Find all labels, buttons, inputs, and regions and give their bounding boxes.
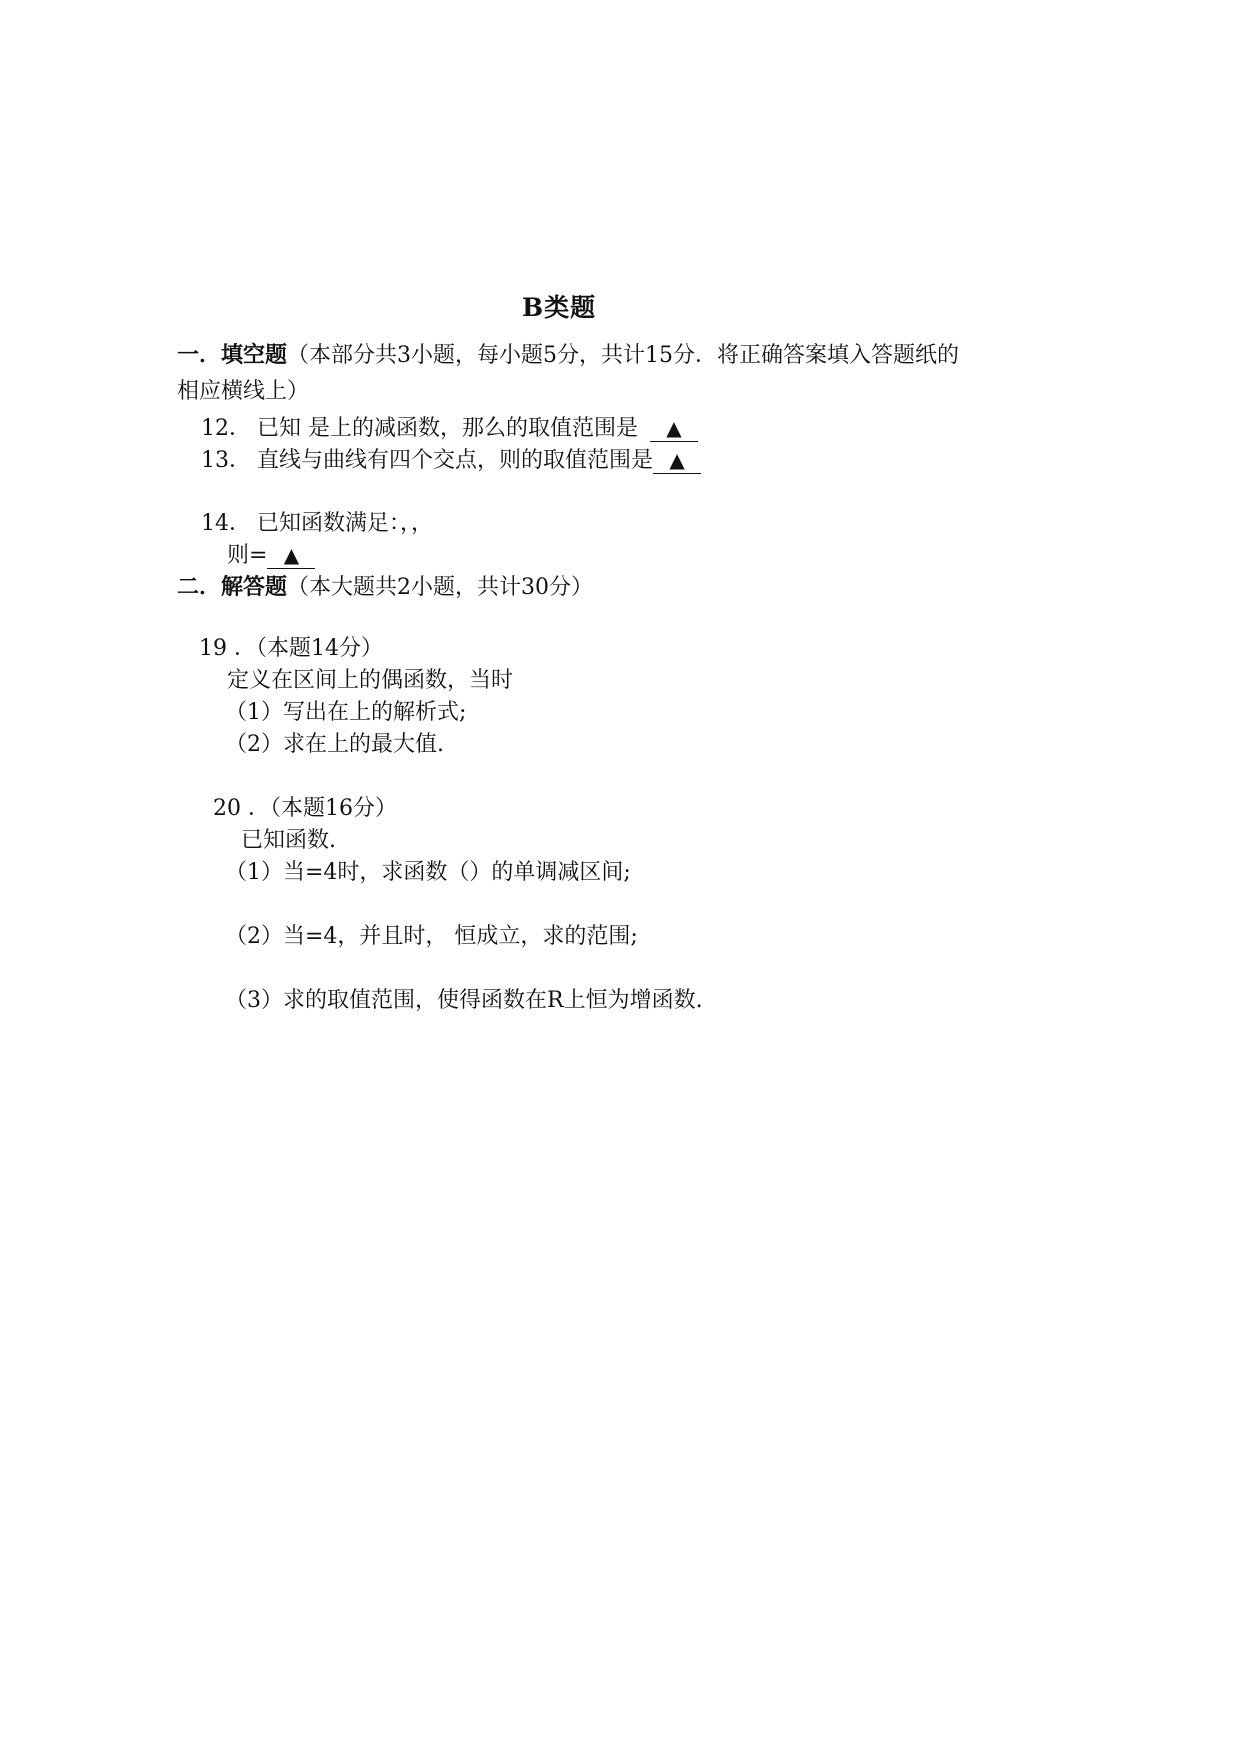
triangle-icon: ▲ [666, 416, 682, 440]
section1-description: （本部分共3小题，每小题5分，共计15分．将正确答案填入答题纸的 [287, 343, 960, 368]
question-text: 直线与曲线有四个交点，则的取值范围是 [257, 448, 654, 473]
question-12 [201, 414, 698, 444]
question-20-header: 20 ．（本题16分） [213, 796, 397, 821]
question-19-part2: （2）求在上的最大值. [225, 732, 444, 757]
question-19-header: 19 ．（本题14分） [199, 636, 383, 661]
answer-blank [267, 542, 315, 569]
triangle-icon: ▲ [669, 448, 685, 472]
question-14 [201, 509, 433, 539]
section2-header [177, 572, 593, 603]
question-13 [201, 446, 701, 476]
question-text: 已知函数满足：，， [257, 511, 434, 536]
answer-blank [650, 415, 698, 442]
question-20-stem: 已知函数. [241, 828, 336, 853]
section1-header [177, 340, 959, 371]
question-20-part2: （2）当=4，并且时， 恒成立，求的范围; [225, 924, 638, 949]
question-20-part1: （1）当=4时，求函数（）的单调减区间; [225, 860, 631, 885]
question-19-stem: 定义在区间上的偶函数，当时 [227, 668, 514, 693]
section2-heading: 解答题 [221, 574, 288, 600]
section1-description-cont: 相应横线上） [177, 379, 310, 404]
section2-description: （本大题共2小题，共计30分） [287, 575, 594, 600]
question-text: 则= [227, 543, 268, 568]
answer-blank [653, 447, 701, 474]
question-20-part3: （3）求的取值范围，使得函数在R上恒为增函数. [225, 988, 703, 1013]
section2-number: 二． [177, 574, 222, 600]
question-number: 12． [201, 416, 251, 441]
section1-heading: 填空题 [221, 342, 288, 368]
page-title: B类题 [522, 293, 597, 322]
question-14-answer [227, 541, 315, 571]
question-number: 13． [201, 448, 251, 473]
question-text: 已知 是上的减函数，那么的取值范围是 [257, 416, 638, 441]
section1-number: 一． [177, 342, 222, 368]
triangle-icon: ▲ [283, 543, 300, 567]
question-number: 14． [201, 511, 251, 536]
question-19-part1: （1）写出在上的解析式; [225, 700, 467, 725]
